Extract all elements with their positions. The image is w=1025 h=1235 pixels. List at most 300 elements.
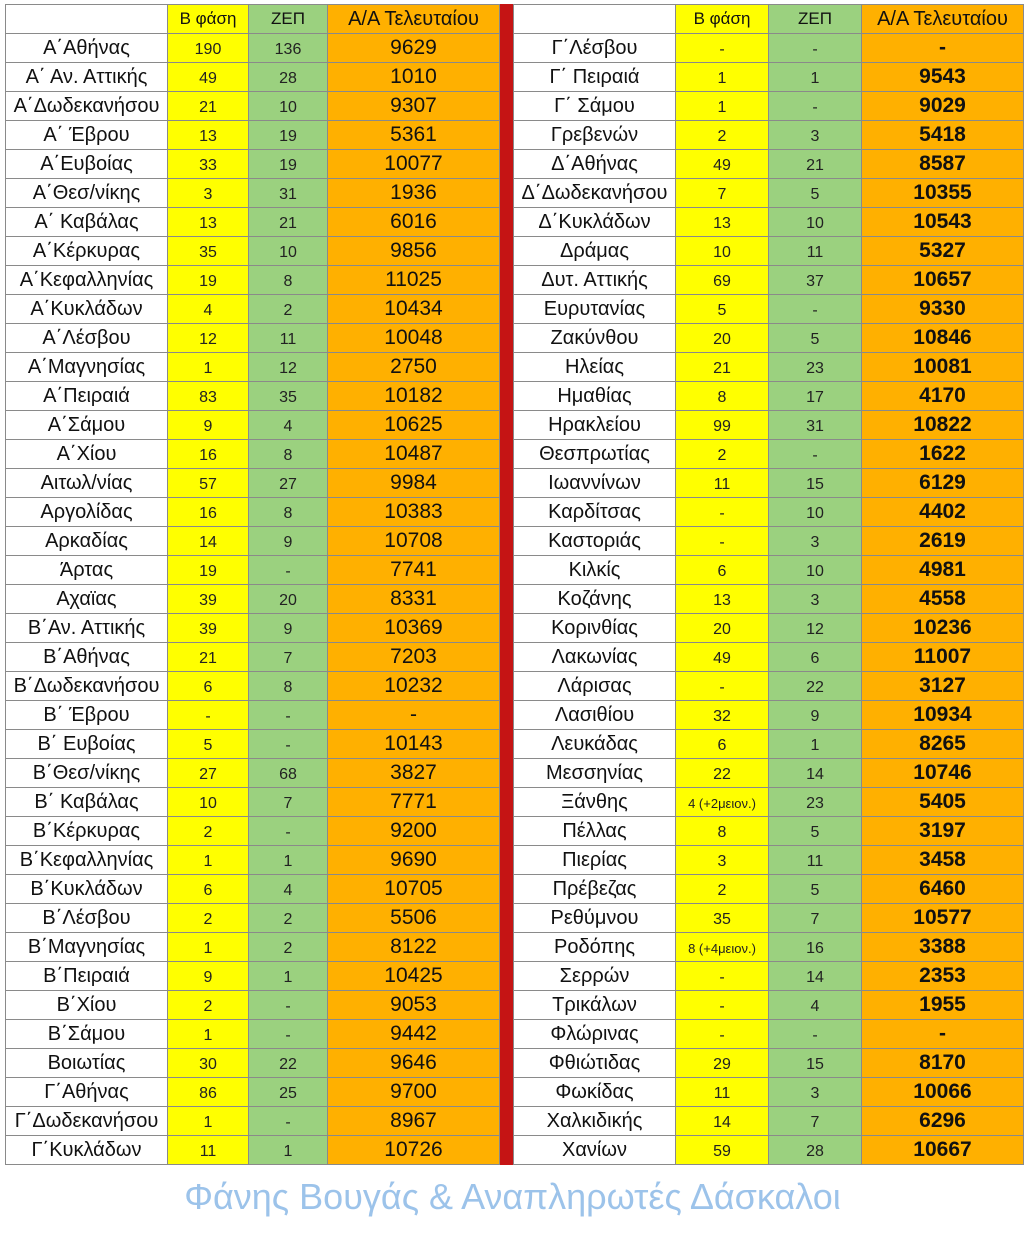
directorate-name: Καρδίτσας	[514, 498, 676, 527]
table-row	[6, 121, 500, 150]
directorate-name: Α΄Χίου	[6, 440, 168, 469]
table-row	[6, 1136, 500, 1165]
table-row	[514, 121, 1024, 150]
aa-last-value: -	[862, 1020, 1024, 1049]
b-phase-count: -	[676, 527, 769, 556]
aa-last-value: 6016	[328, 208, 500, 237]
table-row	[514, 92, 1024, 121]
zep-count: 4	[249, 411, 328, 440]
directorate-name: Καστοριάς	[514, 527, 676, 556]
b-phase-count: 4 (+2μειον.)	[676, 788, 769, 817]
b-phase-count: 8	[676, 817, 769, 846]
aa-last-value: 2619	[862, 527, 1024, 556]
directorate-name: Γ΄ Πειραιά	[514, 63, 676, 92]
zep-count: 10	[769, 208, 862, 237]
aa-last-value: 8587	[862, 150, 1024, 179]
zep-count: 3	[769, 1078, 862, 1107]
zep-count: 10	[249, 237, 328, 266]
table-row	[6, 875, 500, 904]
directorate-name: Β΄ Ευβοίας	[6, 730, 168, 759]
aa-last-value: 9543	[862, 63, 1024, 92]
zep-count: 68	[249, 759, 328, 788]
directorate-name: Α΄Μαγνησίας	[6, 353, 168, 382]
zep-count: 1	[249, 962, 328, 991]
zep-count: 7	[769, 1107, 862, 1136]
zep-count: 28	[769, 1136, 862, 1165]
aa-last-value: 9646	[328, 1049, 500, 1078]
b-phase-count: 5	[168, 730, 249, 759]
aa-last-value: 9442	[328, 1020, 500, 1049]
b-phase-count: 39	[168, 585, 249, 614]
zep-count: 25	[249, 1078, 328, 1107]
b-phase-count: 11	[676, 469, 769, 498]
aa-last-value: 1955	[862, 991, 1024, 1020]
zep-count: -	[249, 1020, 328, 1049]
table-row	[514, 1049, 1024, 1078]
b-phase-count: 5	[676, 295, 769, 324]
zep-count: -	[249, 556, 328, 585]
zep-count: 4	[769, 991, 862, 1020]
directorate-name: Χαλκιδικής	[514, 1107, 676, 1136]
zep-count: 23	[769, 353, 862, 382]
aa-last-value: 5506	[328, 904, 500, 933]
aa-last-value: 8967	[328, 1107, 500, 1136]
table-row	[514, 817, 1024, 846]
zep-count: 9	[249, 527, 328, 556]
table-row	[514, 382, 1024, 411]
table-row	[6, 614, 500, 643]
directorate-name: Γ΄ Σάμου	[514, 92, 676, 121]
b-phase-count: 190	[168, 34, 249, 63]
table-row	[514, 730, 1024, 759]
zep-count: 2	[249, 295, 328, 324]
directorate-name: Β΄Κέρκυρας	[6, 817, 168, 846]
b-phase-count: 57	[168, 469, 249, 498]
aa-last-value: 1010	[328, 63, 500, 92]
table-row	[6, 353, 500, 382]
directorate-name: Β΄Πειραιά	[6, 962, 168, 991]
aa-last-value: 10708	[328, 527, 500, 556]
directorate-name: Δράμας	[514, 237, 676, 266]
table-row	[6, 1107, 500, 1136]
aa-last-value: 10048	[328, 324, 500, 353]
zep-count: 9	[249, 614, 328, 643]
b-phase-count: 9	[168, 962, 249, 991]
zep-count: 22	[249, 1049, 328, 1078]
table-row	[6, 788, 500, 817]
zep-count: 37	[769, 266, 862, 295]
zep-count: 20	[249, 585, 328, 614]
directorate-name: Ζακύνθου	[514, 324, 676, 353]
b-phase-count: 13	[676, 585, 769, 614]
zep-count: 2	[249, 904, 328, 933]
aa-last-value: 9330	[862, 295, 1024, 324]
directorate-name: Αιτωλ/νίας	[6, 469, 168, 498]
table-row	[6, 846, 500, 875]
directorate-name: Δ΄Δωδεκανήσου	[514, 179, 676, 208]
table-row	[514, 991, 1024, 1020]
table-row	[6, 962, 500, 991]
aa-last-value: 6129	[862, 469, 1024, 498]
directorate-name: Β΄Αθήνας	[6, 643, 168, 672]
header-b-phase: Β φάση	[676, 5, 769, 34]
zep-count: 31	[769, 411, 862, 440]
zep-count: 23	[769, 788, 862, 817]
directorate-name: Κοζάνης	[514, 585, 676, 614]
table-row	[514, 469, 1024, 498]
zep-count: 8	[249, 672, 328, 701]
b-phase-count: 2	[676, 121, 769, 150]
table-row	[514, 875, 1024, 904]
left-table-body	[6, 34, 500, 1165]
b-phase-count: 10	[676, 237, 769, 266]
table-row	[514, 904, 1024, 933]
zep-count: 7	[769, 904, 862, 933]
b-phase-count: 7	[676, 179, 769, 208]
aa-last-value: -	[862, 34, 1024, 63]
zep-count: -	[249, 991, 328, 1020]
zep-count: 5	[769, 179, 862, 208]
b-phase-count: 20	[676, 614, 769, 643]
table-row	[6, 991, 500, 1020]
b-phase-count: 35	[168, 237, 249, 266]
directorate-name: Ροδόπης	[514, 933, 676, 962]
table-row	[6, 701, 500, 730]
aa-last-value: 10077	[328, 150, 500, 179]
directorate-name: Δυτ. Αττικής	[514, 266, 676, 295]
directorate-name: Α΄Δωδεκανήσου	[6, 92, 168, 121]
zep-count: 10	[249, 92, 328, 121]
directorate-name: Α΄ Αν. Αττικής	[6, 63, 168, 92]
table-row	[6, 1049, 500, 1078]
table-row	[514, 962, 1024, 991]
aa-last-value: 2750	[328, 353, 500, 382]
b-phase-count: 6	[168, 672, 249, 701]
aa-last-value: 10143	[328, 730, 500, 759]
zep-count: 4	[249, 875, 328, 904]
directorate-name: Αρκαδίας	[6, 527, 168, 556]
b-phase-count: 6	[676, 556, 769, 585]
zep-count: -	[249, 1107, 328, 1136]
zep-count: 12	[249, 353, 328, 382]
b-phase-count: 1	[168, 846, 249, 875]
table-row	[514, 556, 1024, 585]
aa-last-value: 10383	[328, 498, 500, 527]
table-row	[6, 324, 500, 353]
directorate-name: Β΄Θεσ/νίκης	[6, 759, 168, 788]
zep-count: -	[769, 295, 862, 324]
b-phase-count: 30	[168, 1049, 249, 1078]
table-row	[6, 440, 500, 469]
table-row	[6, 266, 500, 295]
b-phase-count: 2	[168, 817, 249, 846]
table-row	[514, 34, 1024, 63]
zep-count: 14	[769, 759, 862, 788]
table-row	[6, 730, 500, 759]
table-row	[6, 933, 500, 962]
b-phase-count: 3	[676, 846, 769, 875]
b-phase-count: 4	[168, 295, 249, 324]
zep-count: 19	[249, 150, 328, 179]
aa-last-value: 5418	[862, 121, 1024, 150]
directorate-name: Δ΄Αθήνας	[514, 150, 676, 179]
b-phase-count: 16	[168, 440, 249, 469]
aa-last-value: 9029	[862, 92, 1024, 121]
zep-count: 19	[249, 121, 328, 150]
directorate-name: Πρέβεζας	[514, 875, 676, 904]
aa-last-value: 10746	[862, 759, 1024, 788]
b-phase-count: 13	[168, 208, 249, 237]
aa-last-value: 10577	[862, 904, 1024, 933]
zep-count: 136	[249, 34, 328, 63]
table-row	[514, 208, 1024, 237]
aa-last-value: 6460	[862, 875, 1024, 904]
b-phase-count: 1	[676, 92, 769, 121]
aa-last-value: 10625	[328, 411, 500, 440]
directorate-name: Ευρυτανίας	[514, 295, 676, 324]
directorate-name: Πιερίας	[514, 846, 676, 875]
aa-last-value: 10425	[328, 962, 500, 991]
directorate-name: Β΄ Έβρου	[6, 701, 168, 730]
zep-count: 1	[769, 63, 862, 92]
b-phase-count: 49	[168, 63, 249, 92]
zep-count: 2	[249, 933, 328, 962]
directorate-name: Α΄Κεφαλληνίας	[6, 266, 168, 295]
b-phase-count: 19	[168, 556, 249, 585]
table-row	[514, 846, 1024, 875]
aa-last-value: 10182	[328, 382, 500, 411]
directorate-name: Άρτας	[6, 556, 168, 585]
table-row	[514, 498, 1024, 527]
aa-last-value: 8265	[862, 730, 1024, 759]
spreadsheet	[5, 4, 1024, 1165]
directorate-name: Α΄Κυκλάδων	[6, 295, 168, 324]
aa-last-value: 10726	[328, 1136, 500, 1165]
table-row	[6, 179, 500, 208]
directorate-name: Β΄Σάμου	[6, 1020, 168, 1049]
footer-credit: Φάνης Βουγάς & Αναπληρωτές Δάσκαλοι	[184, 1176, 841, 1217]
directorate-name: Λευκάδας	[514, 730, 676, 759]
zep-count: -	[769, 440, 862, 469]
directorate-name: Αργολίδας	[6, 498, 168, 527]
b-phase-count: 2	[676, 875, 769, 904]
column-separator	[500, 4, 513, 1165]
table-row	[514, 701, 1024, 730]
b-phase-count: 9	[168, 411, 249, 440]
left-table	[5, 4, 500, 1165]
b-phase-count: 6	[676, 730, 769, 759]
b-phase-count: 21	[168, 643, 249, 672]
table-row	[514, 440, 1024, 469]
aa-last-value: 8331	[328, 585, 500, 614]
aa-last-value: 4558	[862, 585, 1024, 614]
b-phase-count: 1	[168, 1020, 249, 1049]
header-name	[6, 5, 168, 34]
right-table-body	[514, 34, 1024, 1165]
table-row	[514, 788, 1024, 817]
zep-count: 10	[769, 556, 862, 585]
zep-count: -	[249, 701, 328, 730]
zep-count: 15	[769, 469, 862, 498]
zep-count: 6	[769, 643, 862, 672]
aa-last-value: 10667	[862, 1136, 1024, 1165]
aa-last-value: 10355	[862, 179, 1024, 208]
zep-count: 3	[769, 121, 862, 150]
header-name	[514, 5, 676, 34]
zep-count: 1	[249, 1136, 328, 1165]
b-phase-count: 6	[168, 875, 249, 904]
directorate-name: Μεσσηνίας	[514, 759, 676, 788]
aa-last-value: 3458	[862, 846, 1024, 875]
table-row	[6, 411, 500, 440]
directorate-name: Β΄Κυκλάδων	[6, 875, 168, 904]
zep-count: 21	[249, 208, 328, 237]
b-phase-count: -	[676, 672, 769, 701]
aa-last-value: 4981	[862, 556, 1024, 585]
zep-count: 1	[769, 730, 862, 759]
b-phase-count: 27	[168, 759, 249, 788]
zep-count: 10	[769, 498, 862, 527]
aa-last-value: 5361	[328, 121, 500, 150]
aa-last-value: 10369	[328, 614, 500, 643]
table-row	[514, 1107, 1024, 1136]
b-phase-count: -	[676, 498, 769, 527]
b-phase-count: 22	[676, 759, 769, 788]
directorate-name: Κορινθίας	[514, 614, 676, 643]
b-phase-count: 35	[676, 904, 769, 933]
table-row	[514, 63, 1024, 92]
directorate-name: Γ΄Κυκλάδων	[6, 1136, 168, 1165]
zep-count: 22	[769, 672, 862, 701]
b-phase-count: 33	[168, 150, 249, 179]
table-row	[6, 672, 500, 701]
table-row	[6, 34, 500, 63]
directorate-name: Φλώρινας	[514, 1020, 676, 1049]
zep-count: -	[249, 730, 328, 759]
aa-last-value: 9984	[328, 469, 500, 498]
directorate-name: Β΄Μαγνησίας	[6, 933, 168, 962]
table-row	[6, 556, 500, 585]
table-row	[6, 382, 500, 411]
table-row	[514, 1078, 1024, 1107]
directorate-name: Σερρών	[514, 962, 676, 991]
table-row	[6, 63, 500, 92]
aa-last-value: 7741	[328, 556, 500, 585]
b-phase-count: -	[676, 991, 769, 1020]
directorate-name: Α΄Σάμου	[6, 411, 168, 440]
directorate-name: Τρικάλων	[514, 991, 676, 1020]
aa-last-value: 3127	[862, 672, 1024, 701]
b-phase-count: 49	[676, 643, 769, 672]
table-row	[6, 295, 500, 324]
directorate-name: Γρεβενών	[514, 121, 676, 150]
b-phase-count: -	[676, 962, 769, 991]
header-b-phase: Β φάση	[168, 5, 249, 34]
aa-last-value: 8170	[862, 1049, 1024, 1078]
zep-count: 5	[769, 817, 862, 846]
table-row	[514, 324, 1024, 353]
directorate-name: Ηλείας	[514, 353, 676, 382]
b-phase-count: 14	[676, 1107, 769, 1136]
header-zep: ΖΕΠ	[769, 5, 862, 34]
directorate-name: Β΄Κεφαλληνίας	[6, 846, 168, 875]
directorate-name: Β΄Αν. Αττικής	[6, 614, 168, 643]
b-phase-count: 1	[676, 63, 769, 92]
header-zep: ΖΕΠ	[249, 5, 328, 34]
zep-count: 12	[769, 614, 862, 643]
zep-count: 8	[249, 440, 328, 469]
b-phase-count: 83	[168, 382, 249, 411]
b-phase-count: 49	[676, 150, 769, 179]
b-phase-count: -	[676, 34, 769, 63]
b-phase-count: 21	[168, 92, 249, 121]
directorate-name: Κιλκίς	[514, 556, 676, 585]
directorate-name: Β΄ Καβάλας	[6, 788, 168, 817]
b-phase-count: 14	[168, 527, 249, 556]
table-row	[6, 208, 500, 237]
header-row	[514, 5, 1024, 34]
table-row	[514, 237, 1024, 266]
aa-last-value: 8122	[328, 933, 500, 962]
aa-last-value: 9200	[328, 817, 500, 846]
directorate-name: Φωκίδας	[514, 1078, 676, 1107]
table-row	[514, 527, 1024, 556]
directorate-name: Λασιθίου	[514, 701, 676, 730]
table-row	[514, 411, 1024, 440]
directorate-name: Α΄Ευβοίας	[6, 150, 168, 179]
aa-last-value: -	[328, 701, 500, 730]
zep-count: 3	[769, 585, 862, 614]
table-row	[514, 353, 1024, 382]
directorate-name: Α΄ Έβρου	[6, 121, 168, 150]
aa-last-value: 4402	[862, 498, 1024, 527]
b-phase-count: 1	[168, 1107, 249, 1136]
aa-last-value: 2353	[862, 962, 1024, 991]
table-row	[6, 150, 500, 179]
b-phase-count: 2	[676, 440, 769, 469]
table-row	[6, 1078, 500, 1107]
aa-last-value: 3827	[328, 759, 500, 788]
aa-last-value: 10236	[862, 614, 1024, 643]
table-row	[6, 643, 500, 672]
table-row	[6, 498, 500, 527]
directorate-name: Βοιωτίας	[6, 1049, 168, 1078]
directorate-name: Λάρισας	[514, 672, 676, 701]
b-phase-count: 99	[676, 411, 769, 440]
aa-last-value: 9700	[328, 1078, 500, 1107]
zep-count: 11	[769, 237, 862, 266]
b-phase-count: 3	[168, 179, 249, 208]
b-phase-count: 12	[168, 324, 249, 353]
header-aa-last: Α/Α Τελευταίου	[328, 5, 500, 34]
table-row	[6, 527, 500, 556]
table-row	[514, 266, 1024, 295]
zep-count: 31	[249, 179, 328, 208]
aa-last-value: 10543	[862, 208, 1024, 237]
aa-last-value: 11025	[328, 266, 500, 295]
table-row	[6, 904, 500, 933]
directorate-name: Α΄Αθήνας	[6, 34, 168, 63]
table-row	[6, 469, 500, 498]
aa-last-value: 10657	[862, 266, 1024, 295]
b-phase-count: 86	[168, 1078, 249, 1107]
aa-last-value: 10232	[328, 672, 500, 701]
directorate-name: Α΄Κέρκυρας	[6, 237, 168, 266]
aa-last-value: 5405	[862, 788, 1024, 817]
aa-last-value: 4170	[862, 382, 1024, 411]
zep-count: 28	[249, 63, 328, 92]
directorate-name: Α΄Λέσβου	[6, 324, 168, 353]
